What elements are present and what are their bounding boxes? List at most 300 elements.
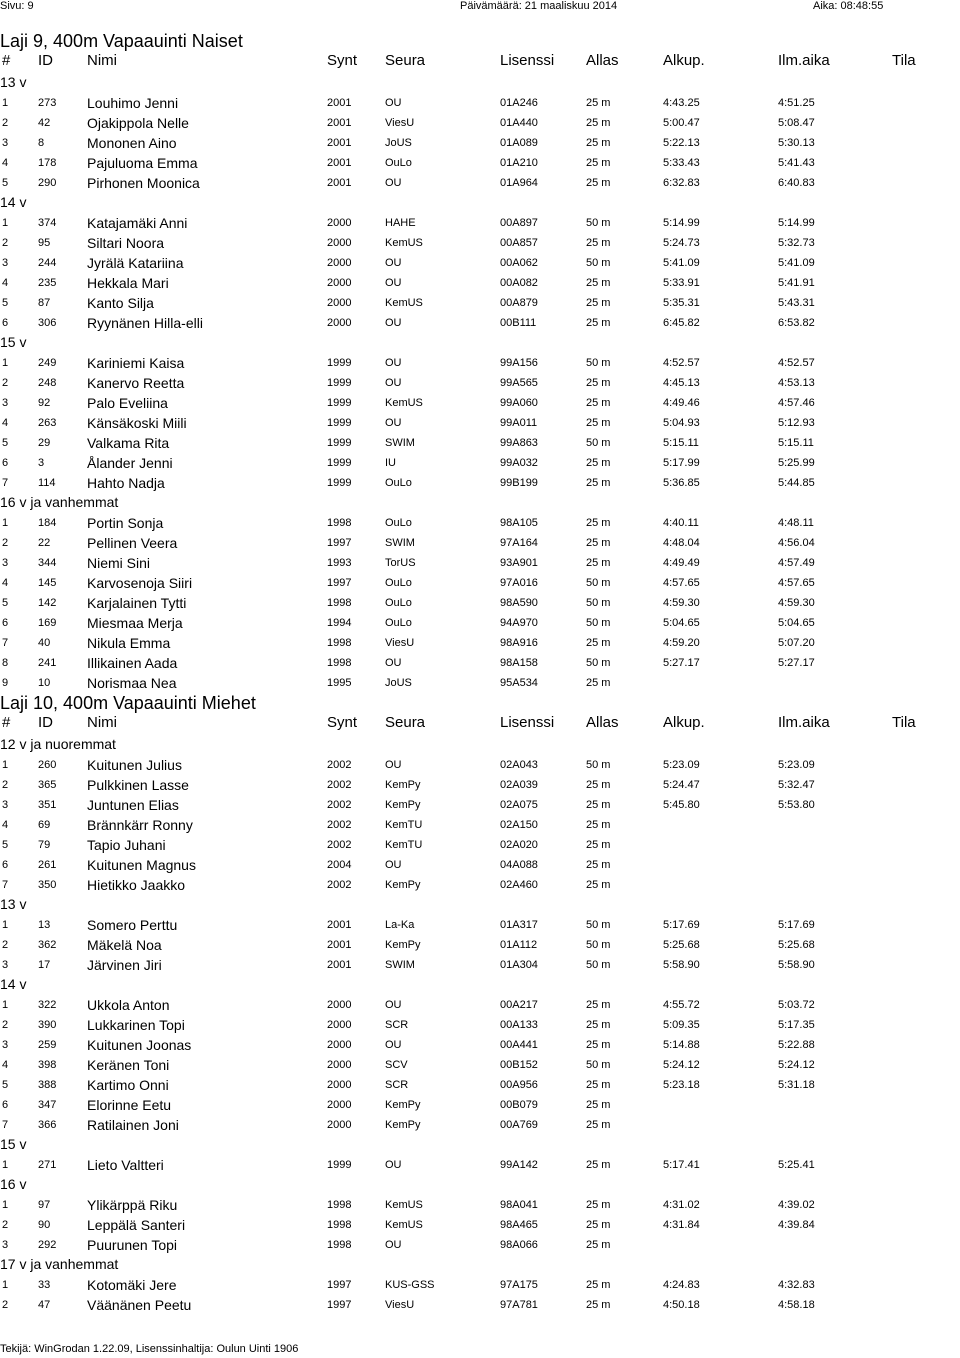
swimmer-reg: 6:40.83 bbox=[778, 177, 815, 189]
swimmer-pos: 3 bbox=[2, 397, 9, 409]
swimmer-year: 1999 bbox=[327, 377, 352, 389]
swimmer-name: Mäkelä Noa bbox=[87, 937, 162, 953]
swimmer-year: 1999 bbox=[327, 357, 352, 369]
swimmer-club: OU bbox=[385, 859, 402, 871]
swimmer-club: OU bbox=[385, 317, 402, 329]
event-title: Laji 9, 400m Vapaauinti Naiset bbox=[0, 31, 243, 51]
swimmer-name: Portin Sonja bbox=[87, 515, 164, 531]
swimmer-club: ViesU bbox=[385, 1299, 415, 1311]
swimmer-reg: 5:04.65 bbox=[778, 617, 815, 629]
swimmer-pool: 25 m bbox=[586, 859, 611, 871]
swimmer-pool: 25 m bbox=[586, 297, 611, 309]
swimmer-name: Palo Eveliina bbox=[87, 395, 168, 411]
swimmer-year: 2002 bbox=[327, 819, 352, 831]
swimmer-name: Lukkarinen Topi bbox=[87, 1017, 185, 1033]
swimmer-reg: 5:30.13 bbox=[778, 137, 815, 149]
swimmer-entry: 4:50.18 bbox=[663, 1299, 700, 1311]
swimmer-club: KemPy bbox=[385, 799, 421, 811]
swimmer-reg: 6:53.82 bbox=[778, 317, 815, 329]
swimmer-license: 00B079 bbox=[500, 1099, 538, 1111]
swimmer-pos: 4 bbox=[2, 157, 9, 169]
swimmer-name: Norismaa Nea bbox=[87, 675, 177, 691]
swimmer-row bbox=[0, 112, 960, 132]
page-number: Sivu: 9 bbox=[0, 0, 34, 12]
swimmer-id: 169 bbox=[38, 617, 57, 629]
swimmer-name: Jyrälä Katariina bbox=[87, 255, 184, 271]
swimmer-reg: 4:32.83 bbox=[778, 1279, 815, 1291]
swimmer-pool: 25 m bbox=[586, 477, 611, 489]
swimmer-pos: 2 bbox=[2, 1219, 9, 1231]
swimmer-reg: 4:57.49 bbox=[778, 557, 815, 569]
swimmer-entry: 4:52.57 bbox=[663, 357, 700, 369]
swimmer-reg: 4:39.02 bbox=[778, 1199, 815, 1211]
swimmer-license: 98A158 bbox=[500, 657, 538, 669]
swimmer-reg: 5:08.47 bbox=[778, 117, 815, 129]
swimmer-pool: 25 m bbox=[586, 237, 611, 249]
swimmer-id: 92 bbox=[38, 397, 51, 409]
swimmer-year: 2002 bbox=[327, 759, 352, 771]
swimmer-name: Brännkärr Ronny bbox=[87, 817, 193, 833]
swimmer-id: 142 bbox=[38, 597, 57, 609]
swimmer-year: 2000 bbox=[327, 237, 352, 249]
swimmer-club: OU bbox=[385, 417, 402, 429]
swimmer-pos: 5 bbox=[2, 1079, 9, 1091]
swimmer-year: 1999 bbox=[327, 437, 352, 449]
swimmer-row bbox=[0, 1274, 960, 1294]
swimmer-reg: 5:58.90 bbox=[778, 959, 815, 971]
age-group-label: 13 v bbox=[0, 74, 27, 90]
swimmer-year: 1998 bbox=[327, 597, 352, 609]
swimmer-year: 2001 bbox=[327, 959, 352, 971]
swimmer-license: 95A534 bbox=[500, 677, 538, 689]
page-footer: Tekijä: WinGrodan 1.22.09, Lisenssinhaltija: Oulun Uinti 1906 bbox=[0, 1343, 299, 1355]
swimmer-name: Karjalainen Tytti bbox=[87, 595, 187, 611]
swimmer-pos: 3 bbox=[2, 1039, 9, 1051]
swimmer-id: 10 bbox=[38, 677, 51, 689]
swimmer-year: 2000 bbox=[327, 1099, 352, 1111]
swimmer-reg: 4:52.57 bbox=[778, 357, 815, 369]
swimmer-club: KUS-GSS bbox=[385, 1279, 435, 1291]
swimmer-row bbox=[0, 252, 960, 272]
swimmer-year: 2000 bbox=[327, 1059, 352, 1071]
swimmer-year: 2000 bbox=[327, 217, 352, 229]
swimmer-club: OU bbox=[385, 759, 402, 771]
swimmer-year: 2000 bbox=[327, 1019, 352, 1031]
swimmer-id: 17 bbox=[38, 959, 51, 971]
swimmer-id: 374 bbox=[38, 217, 57, 229]
swimmer-reg: 4:57.46 bbox=[778, 397, 815, 409]
swimmer-row bbox=[0, 1214, 960, 1234]
swimmer-row bbox=[0, 312, 960, 332]
swimmer-row bbox=[0, 954, 960, 974]
swimmer-reg: 5:23.09 bbox=[778, 759, 815, 771]
swimmer-club: OuLo bbox=[385, 597, 412, 609]
swimmer-entry: 4:45.13 bbox=[663, 377, 700, 389]
swimmer-row bbox=[0, 532, 960, 552]
swimmer-license: 99A863 bbox=[500, 437, 538, 449]
swimmer-reg: 5:41.43 bbox=[778, 157, 815, 169]
swimmer-club: La-Ka bbox=[385, 919, 415, 931]
swimmer-entry: 4:48.04 bbox=[663, 537, 700, 549]
swimmer-pos: 2 bbox=[2, 237, 9, 249]
swimmer-club: OU bbox=[385, 377, 402, 389]
swimmer-pos: 6 bbox=[2, 1099, 9, 1111]
swimmer-name: Somero Perttu bbox=[87, 917, 178, 933]
swimmer-name: Ratilainen Joni bbox=[87, 1117, 179, 1133]
swimmer-row bbox=[0, 452, 960, 472]
swimmer-year: 1999 bbox=[327, 477, 352, 489]
swimmer-license: 99A011 bbox=[500, 417, 538, 429]
swimmer-id: 390 bbox=[38, 1019, 57, 1031]
swimmer-row bbox=[0, 794, 960, 814]
swimmer-entry: 5:36.85 bbox=[663, 477, 700, 489]
swimmer-entry: 5:33.43 bbox=[663, 157, 700, 169]
swimmer-year: 2001 bbox=[327, 919, 352, 931]
swimmer-name: Juntunen Elias bbox=[87, 797, 179, 813]
swimmer-name: Kuitunen Julius bbox=[87, 757, 182, 773]
swimmer-year: 1998 bbox=[327, 637, 352, 649]
swimmer-pos: 2 bbox=[2, 1019, 9, 1031]
swimmer-entry: 5:09.35 bbox=[663, 1019, 700, 1031]
swimmer-reg: 5:25.41 bbox=[778, 1159, 815, 1171]
swimmer-entry: 6:32.83 bbox=[663, 177, 700, 189]
swimmer-license: 01A246 bbox=[500, 97, 538, 109]
swimmer-entry: 5:27.17 bbox=[663, 657, 700, 669]
swimmer-year: 1998 bbox=[327, 657, 352, 669]
swimmer-pool: 25 m bbox=[586, 157, 611, 169]
swimmer-pos: 4 bbox=[2, 1059, 9, 1071]
swimmer-name: Pirhonen Moonica bbox=[87, 175, 200, 191]
swimmer-club: OuLo bbox=[385, 517, 412, 529]
swimmer-pool: 25 m bbox=[586, 137, 611, 149]
swimmer-entry: 5:14.88 bbox=[663, 1039, 700, 1051]
column-header-pos: # bbox=[2, 52, 11, 69]
swimmer-pos: 3 bbox=[2, 1239, 9, 1251]
swimmer-pos: 2 bbox=[2, 377, 9, 389]
swimmer-pos: 5 bbox=[2, 437, 9, 449]
swimmer-pos: 4 bbox=[2, 577, 9, 589]
swimmer-license: 00B111 bbox=[500, 317, 537, 329]
swimmer-row bbox=[0, 272, 960, 292]
swimmer-reg: 4:56.04 bbox=[778, 537, 815, 549]
swimmer-row bbox=[0, 172, 960, 192]
swimmer-pool: 25 m bbox=[586, 677, 611, 689]
swimmer-pool: 25 m bbox=[586, 799, 611, 811]
swimmer-pos: 1 bbox=[2, 1199, 9, 1211]
swimmer-entry: 5:23.09 bbox=[663, 759, 700, 771]
swimmer-entry: 5:33.91 bbox=[663, 277, 700, 289]
swimmer-club: SWIM bbox=[385, 437, 415, 449]
swimmer-row bbox=[0, 1074, 960, 1094]
swimmer-id: 47 bbox=[38, 1299, 51, 1311]
swimmer-row bbox=[0, 672, 960, 692]
swimmer-row bbox=[0, 292, 960, 312]
swimmer-year: 1997 bbox=[327, 537, 352, 549]
swimmer-pos: 4 bbox=[2, 819, 9, 831]
swimmer-reg: 4:57.65 bbox=[778, 577, 815, 589]
swimmer-club: JoUS bbox=[385, 137, 412, 149]
swimmer-pool: 25 m bbox=[586, 517, 611, 529]
column-header-license: Lisenssi bbox=[500, 52, 555, 69]
swimmer-row bbox=[0, 512, 960, 532]
swimmer-id: 241 bbox=[38, 657, 57, 669]
swimmer-entry: 5:04.65 bbox=[663, 617, 700, 629]
swimmer-license: 98A465 bbox=[500, 1219, 538, 1231]
swimmer-pos: 2 bbox=[2, 939, 9, 951]
swimmer-pos: 8 bbox=[2, 657, 9, 669]
swimmer-club: OuLo bbox=[385, 477, 412, 489]
swimmer-license: 99A142 bbox=[500, 1159, 538, 1171]
swimmer-pos: 2 bbox=[2, 1299, 9, 1311]
swimmer-id: 235 bbox=[38, 277, 57, 289]
swimmer-pos: 6 bbox=[2, 457, 9, 469]
swimmer-id: 184 bbox=[38, 517, 57, 529]
swimmer-id: 33 bbox=[38, 1279, 51, 1291]
swimmer-row bbox=[0, 1154, 960, 1174]
swimmer-reg: 5:24.12 bbox=[778, 1059, 815, 1071]
swimmer-pool: 25 m bbox=[586, 117, 611, 129]
swimmer-pool: 25 m bbox=[586, 1299, 611, 1311]
swimmer-year: 1993 bbox=[327, 557, 352, 569]
swimmer-license: 01A964 bbox=[500, 177, 538, 189]
swimmer-club: KemUS bbox=[385, 1199, 423, 1211]
swimmer-pool: 25 m bbox=[586, 1199, 611, 1211]
swimmer-year: 1997 bbox=[327, 1279, 352, 1291]
swimmer-row bbox=[0, 834, 960, 854]
swimmer-id: 292 bbox=[38, 1239, 57, 1251]
swimmer-pos: 3 bbox=[2, 257, 9, 269]
swimmer-pos: 4 bbox=[2, 277, 9, 289]
swimmer-pool: 25 m bbox=[586, 839, 611, 851]
swimmer-club: OU bbox=[385, 177, 402, 189]
swimmer-entry: 5:41.09 bbox=[663, 257, 700, 269]
swimmer-club: TorUS bbox=[385, 557, 416, 569]
swimmer-row bbox=[0, 372, 960, 392]
swimmer-club: KemPy bbox=[385, 879, 421, 891]
print-date: Päivämäärä: 21 maaliskuu 2014 bbox=[460, 0, 618, 12]
swimmer-year: 1999 bbox=[327, 417, 352, 429]
swimmer-entry: 4:31.84 bbox=[663, 1219, 700, 1231]
swimmer-pos: 1 bbox=[2, 759, 9, 771]
event-section bbox=[0, 692, 960, 1314]
swimmer-id: 259 bbox=[38, 1039, 57, 1051]
swimmer-club: SCV bbox=[385, 1059, 408, 1071]
swimmer-license: 01A112 bbox=[500, 939, 538, 951]
swimmer-pool: 25 m bbox=[586, 1039, 611, 1051]
swimmer-id: 244 bbox=[38, 257, 57, 269]
swimmer-pool: 25 m bbox=[586, 779, 611, 791]
swimmer-row bbox=[0, 432, 960, 452]
column-header-id: ID bbox=[38, 714, 53, 731]
swimmer-year: 2000 bbox=[327, 1079, 352, 1091]
swimmer-club: OU bbox=[385, 97, 402, 109]
swimmer-name: Karvosenoja Siiri bbox=[87, 575, 193, 591]
age-group-label: 16 v bbox=[0, 1176, 27, 1192]
swimmer-pos: 4 bbox=[2, 417, 9, 429]
swimmer-name: Ylikärppä Riku bbox=[87, 1197, 178, 1213]
start-list bbox=[0, 30, 960, 1314]
swimmer-id: 362 bbox=[38, 939, 57, 951]
swimmer-name: Tapio Juhani bbox=[87, 837, 166, 853]
swimmer-name: Kuitunen Joonas bbox=[87, 1037, 192, 1053]
swimmer-pool: 25 m bbox=[586, 177, 611, 189]
swimmer-year: 2001 bbox=[327, 97, 352, 109]
swimmer-pos: 2 bbox=[2, 117, 9, 129]
swimmer-name: Elorinne Eetu bbox=[87, 1097, 172, 1113]
swimmer-id: 22 bbox=[38, 537, 51, 549]
swimmer-year: 1998 bbox=[327, 1219, 352, 1231]
swimmer-year: 2002 bbox=[327, 799, 352, 811]
swimmer-row bbox=[0, 412, 960, 432]
swimmer-pos: 1 bbox=[2, 919, 9, 931]
swimmer-club: KemUS bbox=[385, 237, 423, 249]
swimmer-entry: 4:43.25 bbox=[663, 97, 700, 109]
swimmer-row bbox=[0, 874, 960, 894]
swimmer-year: 2000 bbox=[327, 999, 352, 1011]
swimmer-pool: 25 m bbox=[586, 1279, 611, 1291]
swimmer-reg: 5:03.72 bbox=[778, 999, 815, 1011]
swimmer-club: SCR bbox=[385, 1019, 409, 1031]
swimmer-pool: 25 m bbox=[586, 417, 611, 429]
swimmer-name: Lieto Valtteri bbox=[87, 1157, 164, 1173]
swimmer-pool: 25 m bbox=[586, 879, 611, 891]
swimmer-pool: 50 m bbox=[586, 577, 611, 589]
swimmer-pool: 25 m bbox=[586, 537, 611, 549]
swimmer-pool: 25 m bbox=[586, 819, 611, 831]
swimmer-pool: 50 m bbox=[586, 597, 611, 609]
swimmer-reg: 5:12.93 bbox=[778, 417, 815, 429]
swimmer-reg: 4:39.84 bbox=[778, 1219, 815, 1231]
swimmer-reg: 5:07.20 bbox=[778, 637, 815, 649]
swimmer-id: 3 bbox=[38, 457, 45, 469]
swimmer-id: 306 bbox=[38, 317, 57, 329]
swimmer-club: ViesU bbox=[385, 117, 415, 129]
swimmer-license: 02A150 bbox=[500, 819, 538, 831]
swimmer-license: 01A440 bbox=[500, 117, 538, 129]
age-group-label: 12 v ja nuoremmat bbox=[0, 736, 116, 752]
swimmer-license: 00A062 bbox=[500, 257, 538, 269]
swimmer-name: Kuitunen Magnus bbox=[87, 857, 196, 873]
swimmer-id: 322 bbox=[38, 999, 57, 1011]
swimmer-year: 2001 bbox=[327, 939, 352, 951]
swimmer-id: 261 bbox=[38, 859, 57, 871]
swimmer-reg: 5:27.17 bbox=[778, 657, 815, 669]
column-header-entry: Alkup. bbox=[663, 714, 705, 731]
swimmer-club: KemPy bbox=[385, 1099, 421, 1111]
swimmer-reg: 5:53.80 bbox=[778, 799, 815, 811]
swimmer-pos: 3 bbox=[2, 137, 9, 149]
swimmer-name: Valkama Rita bbox=[87, 435, 170, 451]
age-group-label: 13 v bbox=[0, 896, 27, 912]
swimmer-name: Leppälä Santeri bbox=[87, 1217, 186, 1233]
swimmer-name: Pellinen Veera bbox=[87, 535, 178, 551]
swimmer-id: 79 bbox=[38, 839, 51, 851]
age-group-label: 15 v bbox=[0, 1136, 27, 1152]
swimmer-license: 02A075 bbox=[500, 799, 538, 811]
swimmer-reg: 5:15.11 bbox=[778, 437, 814, 449]
swimmer-club: OuLo bbox=[385, 157, 412, 169]
swimmer-pool: 50 m bbox=[586, 919, 611, 931]
swimmer-reg: 5:22.88 bbox=[778, 1039, 815, 1051]
age-group-label: 14 v bbox=[0, 976, 27, 992]
column-header-pool: Allas bbox=[586, 714, 619, 731]
swimmer-row bbox=[0, 1034, 960, 1054]
swimmer-row bbox=[0, 814, 960, 834]
swimmer-row bbox=[0, 472, 960, 492]
swimmer-pos: 5 bbox=[2, 839, 9, 851]
swimmer-name: Ukkola Anton bbox=[87, 997, 170, 1013]
swimmer-row bbox=[0, 352, 960, 372]
swimmer-club: KemTU bbox=[385, 839, 423, 851]
swimmer-name: Siltari Noora bbox=[87, 235, 165, 251]
swimmer-club: KemUS bbox=[385, 297, 423, 309]
swimmer-license: 98A041 bbox=[500, 1199, 538, 1211]
swimmer-club: ViesU bbox=[385, 637, 415, 649]
swimmer-entry: 4:55.72 bbox=[663, 999, 700, 1011]
swimmer-name: Niemi Sini bbox=[87, 555, 151, 571]
swimmer-pos: 7 bbox=[2, 879, 9, 891]
swimmer-id: 145 bbox=[38, 577, 57, 589]
swimmer-pool: 50 m bbox=[586, 617, 611, 629]
swimmer-id: 13 bbox=[38, 919, 51, 931]
column-header-id: ID bbox=[38, 52, 53, 69]
swimmer-id: 260 bbox=[38, 759, 57, 771]
swimmer-name: Hahto Nadja bbox=[87, 475, 165, 491]
swimmer-year: 2002 bbox=[327, 879, 352, 891]
swimmer-entry: 4:49.49 bbox=[663, 557, 700, 569]
swimmer-pool: 25 m bbox=[586, 1239, 611, 1251]
swimmer-row bbox=[0, 92, 960, 112]
age-group-label: 17 v ja vanhemmat bbox=[0, 1256, 119, 1272]
swimmer-license: 93A901 bbox=[500, 557, 538, 569]
swimmer-club: OU bbox=[385, 999, 402, 1011]
swimmer-id: 8 bbox=[38, 137, 45, 149]
swimmer-club: KemPy bbox=[385, 1119, 421, 1131]
swimmer-pos: 5 bbox=[2, 177, 9, 189]
swimmer-id: 97 bbox=[38, 1199, 51, 1211]
swimmer-reg: 5:31.18 bbox=[778, 1079, 815, 1091]
swimmer-pool: 50 m bbox=[586, 257, 611, 269]
swimmer-pool: 25 m bbox=[586, 1099, 611, 1111]
swimmer-license: 00A956 bbox=[500, 1079, 538, 1091]
swimmer-club: OU bbox=[385, 1239, 402, 1251]
swimmer-license: 01A304 bbox=[500, 959, 538, 971]
swimmer-reg: 5:32.47 bbox=[778, 779, 815, 791]
swimmer-pool: 50 m bbox=[586, 759, 611, 771]
swimmer-pool: 25 m bbox=[586, 1079, 611, 1091]
swimmer-license: 00A217 bbox=[500, 999, 538, 1011]
swimmer-id: 263 bbox=[38, 417, 57, 429]
swimmer-pos: 5 bbox=[2, 597, 9, 609]
swimmer-license: 99A032 bbox=[500, 457, 538, 469]
swimmer-entry: 5:35.31 bbox=[663, 297, 700, 309]
swimmer-club: OuLo bbox=[385, 577, 412, 589]
swimmer-year: 2001 bbox=[327, 157, 352, 169]
swimmer-pool: 25 m bbox=[586, 377, 611, 389]
swimmer-id: 248 bbox=[38, 377, 57, 389]
swimmer-license: 97A016 bbox=[500, 577, 538, 589]
event-title: Laji 10, 400m Vapaauinti Miehet bbox=[0, 693, 256, 713]
swimmer-year: 2000 bbox=[327, 277, 352, 289]
swimmer-club: OU bbox=[385, 1039, 402, 1051]
swimmer-id: 87 bbox=[38, 297, 51, 309]
swimmer-entry: 4:31.02 bbox=[663, 1199, 700, 1211]
swimmer-pool: 25 m bbox=[586, 557, 611, 569]
swimmer-reg: 4:59.30 bbox=[778, 597, 815, 609]
swimmer-pos: 1 bbox=[2, 517, 9, 529]
age-group-label: 16 v ja vanhemmat bbox=[0, 494, 119, 510]
swimmer-pos: 1 bbox=[2, 1159, 9, 1171]
